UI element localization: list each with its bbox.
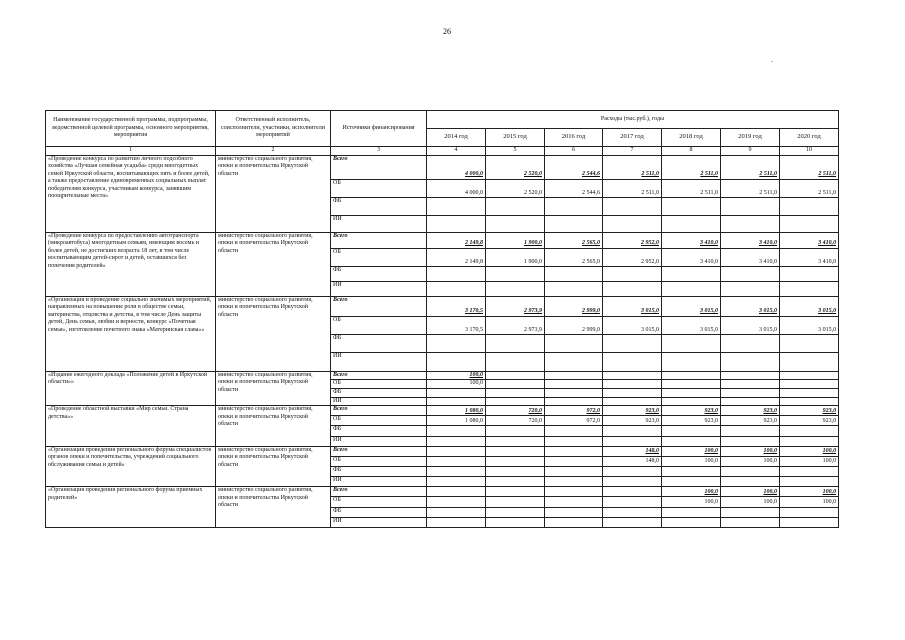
amount-cell: [545, 371, 603, 380]
amount-cell: 972,0: [545, 416, 603, 426]
header-year: 2018 год: [662, 129, 721, 147]
amount-cell: [427, 388, 486, 397]
amount-cell: [603, 507, 662, 517]
amount-cell: 148,0: [603, 446, 662, 456]
amount-cell: 3 410,0: [721, 232, 780, 248]
activity-executor: министерство социального развития, опеки и попечительства Иркутской области: [216, 232, 331, 296]
amount-cell: [603, 397, 662, 406]
amount-cell: 2 999,0: [545, 296, 603, 316]
amount-cell: [427, 335, 486, 353]
amount-cell: 4 000,0: [427, 179, 486, 197]
amount-cell: [721, 397, 780, 406]
amount-cell: 3 015,0: [780, 316, 839, 334]
activity-name: «Проведение конкурса по предоставлению автотранспорта (микроавтобуса) многодетным семьям, имеющим восемь и более детей, не достигших возраста 18 лет, в том числе воспитывающим детей-сирот и детей, оставшихся без попечения родителей»: [46, 232, 216, 296]
amount-cell: [427, 426, 486, 436]
amount-cell: [603, 353, 662, 371]
amount-cell: 1 080,0: [427, 416, 486, 426]
amount-cell: [780, 380, 839, 389]
amount-cell: [721, 466, 780, 476]
header-source: Источники финансирования: [331, 111, 427, 147]
activity-executor: министерство социального развития, опеки и попечительства Иркутской области: [216, 446, 331, 487]
amount-cell: 2 511,0: [662, 155, 721, 179]
amount-cell: [427, 456, 486, 466]
header-year: 2016 год: [545, 129, 603, 147]
amount-cell: 3 410,0: [780, 232, 839, 248]
amount-cell: [545, 353, 603, 371]
column-index: 3: [331, 147, 427, 156]
header-year: 2020 год: [780, 129, 839, 147]
amount-cell: 3 015,0: [721, 296, 780, 316]
amount-cell: [780, 397, 839, 406]
amount-cell: [603, 477, 662, 487]
amount-cell: [427, 353, 486, 371]
amount-cell: [545, 388, 603, 397]
funding-source: ФБ: [331, 507, 427, 517]
amount-cell: [603, 216, 662, 232]
amount-cell: 2 149,8: [427, 232, 486, 248]
amount-cell: [780, 282, 839, 296]
activity-name: «Организация и проведение социально значимых мероприятий, направленных на повышение роли в обществе семьи, материнства, отцовства и детства, в том числе День защиты детей, День семьи, любви и верности, конкурс «Почетная семья», изготовление почетного знака «Материнская слава»»: [46, 296, 216, 371]
amount-cell: 2 544,6: [545, 155, 603, 179]
amount-cell: [486, 282, 545, 296]
amount-cell: 1 900,0: [486, 248, 545, 266]
amount-cell: 148,0: [603, 456, 662, 466]
amount-cell: [427, 267, 486, 282]
amount-cell: [603, 371, 662, 380]
amount-cell: [662, 282, 721, 296]
amount-cell: [662, 267, 721, 282]
column-index: 4: [427, 147, 486, 156]
amount-cell: [721, 426, 780, 436]
column-index: 10: [780, 147, 839, 156]
amount-cell: 3 410,0: [721, 248, 780, 266]
table-row: [46, 371, 839, 380]
amount-cell: [427, 216, 486, 232]
amount-cell: 3 015,0: [780, 296, 839, 316]
amount-cell: [427, 436, 486, 446]
amount-cell: [603, 388, 662, 397]
amount-cell: [427, 507, 486, 517]
funding-source: ИИ: [331, 216, 427, 232]
amount-cell: [780, 388, 839, 397]
header-year: 2014 год: [427, 129, 486, 147]
amount-cell: 2 952,0: [603, 248, 662, 266]
amount-cell: [603, 517, 662, 527]
column-index: 2: [216, 147, 331, 156]
amount-cell: [603, 335, 662, 353]
header-year: 2017 год: [603, 129, 662, 147]
amount-cell: [545, 507, 603, 517]
funding-source: ОБ: [331, 456, 427, 466]
amount-cell: [486, 353, 545, 371]
amount-cell: 923,0: [603, 406, 662, 416]
amount-cell: [486, 426, 545, 436]
amount-cell: [545, 216, 603, 232]
amount-cell: [662, 436, 721, 446]
column-index: 1: [46, 147, 216, 156]
amount-cell: 972,0: [545, 406, 603, 416]
amount-cell: [780, 335, 839, 353]
amount-cell: [545, 497, 603, 507]
amount-cell: [486, 487, 545, 497]
amount-cell: 2 520,0: [486, 179, 545, 197]
amount-cell: 3 015,0: [662, 316, 721, 334]
amount-cell: 3 410,0: [780, 248, 839, 266]
amount-cell: [662, 216, 721, 232]
funding-source: ИИ: [331, 397, 427, 406]
amount-cell: [662, 466, 721, 476]
header-year: 2015 год: [486, 129, 545, 147]
funding-source: Всего: [331, 406, 427, 416]
amount-cell: [545, 198, 603, 216]
funding-source: ОБ: [331, 179, 427, 197]
funding-source: ОБ: [331, 416, 427, 426]
column-index: 9: [721, 147, 780, 156]
table-row: [46, 406, 839, 416]
amount-cell: [603, 198, 662, 216]
amount-cell: 3 170,5: [427, 316, 486, 334]
header-executor: Ответственный исполнитель, соисполнители, участники, исполнители мероприятий: [216, 111, 331, 147]
amount-cell: [721, 507, 780, 517]
amount-cell: [780, 216, 839, 232]
funding-source: ФБ: [331, 198, 427, 216]
activity-executor: министерство социального развития, опеки и попечительства Иркутской области: [216, 406, 331, 447]
amount-cell: 720,0: [486, 416, 545, 426]
amount-cell: 2 565,0: [545, 248, 603, 266]
table-row: [46, 487, 839, 497]
amount-cell: [721, 282, 780, 296]
header-name: Наименование государственной программы, подпрограммы, ведомственной целевой программы, основного мероприятия, мероприятия: [46, 111, 216, 147]
amount-cell: [486, 198, 545, 216]
amount-cell: [486, 477, 545, 487]
amount-cell: [662, 517, 721, 527]
amount-cell: 100,0: [662, 456, 721, 466]
amount-cell: 100,0: [721, 446, 780, 456]
amount-cell: 3 170,5: [427, 296, 486, 316]
amount-cell: [603, 487, 662, 497]
amount-cell: [603, 380, 662, 389]
funding-source: ФБ: [331, 388, 427, 397]
amount-cell: 2 511,0: [603, 155, 662, 179]
amount-cell: [427, 477, 486, 487]
amount-cell: 2 511,0: [721, 179, 780, 197]
amount-cell: [486, 380, 545, 389]
amount-cell: 1 080,0: [427, 406, 486, 416]
activity-executor: министерство социального развития, опеки и попечительства Иркутской области: [216, 487, 331, 528]
amount-cell: [545, 517, 603, 527]
amount-cell: [603, 282, 662, 296]
activity-executor: министерство социального развития, опеки и попечительства Иркутской области: [216, 296, 331, 371]
column-index: 5: [486, 147, 545, 156]
amount-cell: [486, 371, 545, 380]
amount-cell: [662, 335, 721, 353]
activity-name: «Проведение областной выставки «Мир семьи. Страна детства»»: [46, 406, 216, 447]
activity-name: «Проведение конкурса по развитию личного подсобного хозяйства «Лучшая семейная усадьба» среди многодетных семей Иркутской области, воспитывающих пять и более детей, а также предоставление единовременных социальных выплат победителям конкурса, участникам конкурса, занявшим поощрительные места»: [46, 155, 216, 232]
funding-source: Всего: [331, 487, 427, 497]
amount-cell: [780, 507, 839, 517]
column-index: 6: [545, 147, 603, 156]
amount-cell: [780, 371, 839, 380]
funding-source: Всего: [331, 155, 427, 179]
header-year: 2019 год: [721, 129, 780, 147]
amount-cell: [486, 436, 545, 446]
table-row: [46, 446, 839, 456]
amount-cell: 923,0: [780, 416, 839, 426]
amount-cell: 2 511,0: [603, 179, 662, 197]
budget-table: [45, 110, 839, 528]
funding-source: ИИ: [331, 517, 427, 527]
funding-source: ОБ: [331, 380, 427, 389]
column-index: 8: [662, 147, 721, 156]
amount-cell: [662, 198, 721, 216]
activity-name: «Организация проведения регионального форума специалистов органов опеки и попечительства, учреждений социального обслуживания семьи и детей»: [46, 446, 216, 487]
amount-cell: 100,0: [662, 497, 721, 507]
funding-source: ИИ: [331, 477, 427, 487]
amount-cell: 100,0: [427, 380, 486, 389]
column-index: 7: [603, 147, 662, 156]
corner-mark: .: [771, 55, 773, 64]
activity-executor: министерство социального развития, опеки и попечительства Иркутской области: [216, 371, 331, 406]
funding-source: Всего: [331, 446, 427, 456]
funding-source: ИИ: [331, 282, 427, 296]
amount-cell: [603, 466, 662, 476]
funding-source: Всего: [331, 232, 427, 248]
amount-cell: [545, 487, 603, 497]
amount-cell: 2 544,6: [545, 179, 603, 197]
amount-cell: 3 410,0: [662, 232, 721, 248]
amount-cell: 2 511,0: [662, 179, 721, 197]
amount-cell: 4 000,0: [427, 155, 486, 179]
amount-cell: 1 900,0: [486, 232, 545, 248]
amount-cell: [486, 507, 545, 517]
funding-source: ФБ: [331, 267, 427, 282]
amount-cell: [486, 466, 545, 476]
amount-cell: [662, 397, 721, 406]
funding-source: Всего: [331, 296, 427, 316]
amount-cell: 2 511,0: [721, 155, 780, 179]
amount-cell: [545, 397, 603, 406]
amount-cell: [545, 446, 603, 456]
amount-cell: [427, 446, 486, 456]
amount-cell: 2 973,9: [486, 316, 545, 334]
amount-cell: 100,0: [780, 446, 839, 456]
table-row: [46, 296, 839, 316]
amount-cell: [545, 426, 603, 436]
amount-cell: [780, 477, 839, 487]
amount-cell: [780, 466, 839, 476]
funding-source: ОБ: [331, 248, 427, 266]
amount-cell: [780, 267, 839, 282]
amount-cell: 720,0: [486, 406, 545, 416]
amount-cell: [662, 426, 721, 436]
amount-cell: 3 015,0: [721, 316, 780, 334]
amount-cell: 3 015,0: [603, 316, 662, 334]
amount-cell: [545, 456, 603, 466]
amount-cell: 923,0: [662, 406, 721, 416]
amount-cell: [780, 198, 839, 216]
amount-cell: [721, 335, 780, 353]
amount-cell: 2 149,8: [427, 248, 486, 266]
amount-cell: 100,0: [780, 456, 839, 466]
amount-cell: [603, 436, 662, 446]
amount-cell: [780, 517, 839, 527]
funding-source: ИИ: [331, 436, 427, 446]
amount-cell: 923,0: [662, 416, 721, 426]
amount-cell: [780, 426, 839, 436]
amount-cell: [721, 198, 780, 216]
amount-cell: 100,0: [721, 497, 780, 507]
funding-source: ФБ: [331, 335, 427, 353]
amount-cell: [427, 282, 486, 296]
funding-source: ФБ: [331, 466, 427, 476]
funding-source: ФБ: [331, 426, 427, 436]
amount-cell: [721, 388, 780, 397]
amount-cell: [427, 198, 486, 216]
funding-source: Всего: [331, 371, 427, 380]
amount-cell: [721, 380, 780, 389]
amount-cell: [545, 282, 603, 296]
amount-cell: 923,0: [603, 416, 662, 426]
amount-cell: [427, 466, 486, 476]
amount-cell: 2 952,0: [603, 232, 662, 248]
amount-cell: 2 999,0: [545, 316, 603, 334]
amount-cell: 2 565,0: [545, 232, 603, 248]
amount-cell: [545, 335, 603, 353]
amount-cell: 923,0: [721, 406, 780, 416]
amount-cell: 2 511,0: [780, 179, 839, 197]
amount-cell: [545, 436, 603, 446]
table-row: [46, 155, 839, 179]
amount-cell: [721, 353, 780, 371]
amount-cell: [662, 380, 721, 389]
amount-cell: [662, 507, 721, 517]
amount-cell: [427, 497, 486, 507]
header-expenses: Расходы (тыс.руб.), годы: [427, 111, 839, 129]
amount-cell: 3 015,0: [662, 296, 721, 316]
amount-cell: 923,0: [780, 406, 839, 416]
amount-cell: [486, 446, 545, 456]
page-number: 26: [443, 27, 451, 36]
amount-cell: [721, 436, 780, 446]
amount-cell: [662, 353, 721, 371]
amount-cell: [721, 371, 780, 380]
amount-cell: [545, 477, 603, 487]
amount-cell: [662, 371, 721, 380]
funding-source: ИИ: [331, 353, 427, 371]
amount-cell: 3 410,0: [662, 248, 721, 266]
activity-executor: министерство социального развития, опеки и попечительства Иркутской области: [216, 155, 331, 232]
amount-cell: 3 015,0: [603, 296, 662, 316]
amount-cell: [427, 487, 486, 497]
amount-cell: [427, 517, 486, 527]
amount-cell: [486, 456, 545, 466]
amount-cell: 100,0: [662, 487, 721, 497]
amount-cell: [603, 267, 662, 282]
amount-cell: [486, 216, 545, 232]
amount-cell: [780, 353, 839, 371]
amount-cell: [721, 216, 780, 232]
amount-cell: 100,0: [721, 487, 780, 497]
amount-cell: [486, 517, 545, 527]
funding-source: ОБ: [331, 316, 427, 334]
activity-name: «Издание ежегодного доклада «Положение детей в Иркутской области»»: [46, 371, 216, 406]
amount-cell: 100,0: [662, 446, 721, 456]
amount-cell: [603, 497, 662, 507]
amount-cell: [662, 477, 721, 487]
amount-cell: [486, 388, 545, 397]
amount-cell: [545, 380, 603, 389]
amount-cell: 923,0: [721, 416, 780, 426]
amount-cell: 100,0: [780, 487, 839, 497]
amount-cell: [486, 397, 545, 406]
amount-cell: 100,0: [427, 371, 486, 380]
amount-cell: [486, 267, 545, 282]
amount-cell: [545, 466, 603, 476]
amount-cell: [721, 477, 780, 487]
amount-cell: 100,0: [721, 456, 780, 466]
amount-cell: [662, 388, 721, 397]
amount-cell: [721, 267, 780, 282]
amount-cell: 2 520,0: [486, 155, 545, 179]
amount-cell: [486, 335, 545, 353]
activity-name: «Организация проведения регионального форума приемных родителей»: [46, 487, 216, 528]
amount-cell: [486, 497, 545, 507]
amount-cell: 2 511,0: [780, 155, 839, 179]
amount-cell: [427, 397, 486, 406]
amount-cell: [603, 426, 662, 436]
amount-cell: 2 973,9: [486, 296, 545, 316]
table-row: [46, 232, 839, 248]
amount-cell: [721, 517, 780, 527]
amount-cell: [545, 267, 603, 282]
amount-cell: 100,0: [780, 497, 839, 507]
amount-cell: [780, 436, 839, 446]
funding-source: ОБ: [331, 497, 427, 507]
